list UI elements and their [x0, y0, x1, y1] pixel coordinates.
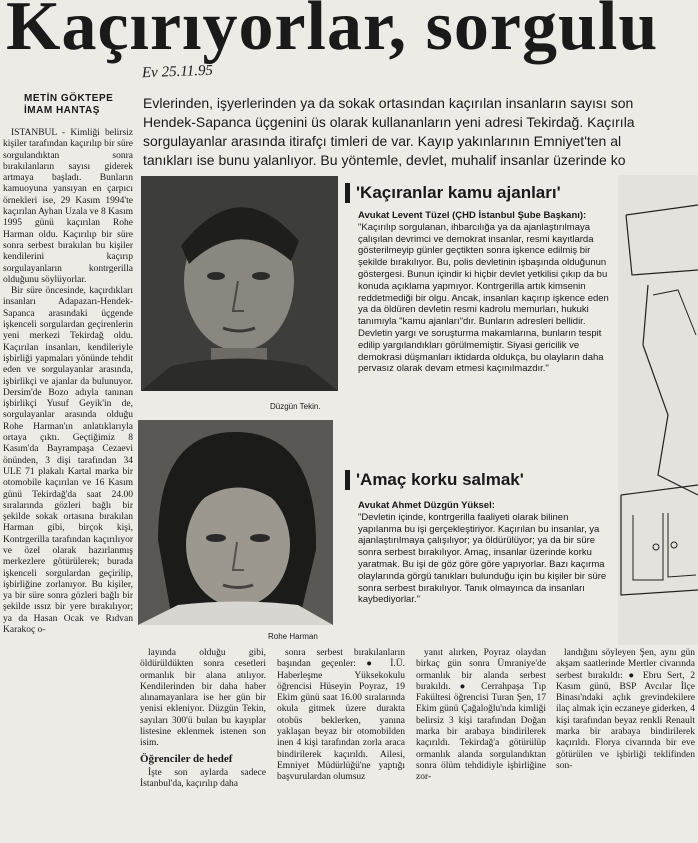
article-paragraph: yanıt alırken, Poyraz olaydan birkaç gün sonra Ümraniye'de ormanlık bir alanda serbest bırakıldı. ● Cerrahpaşa Tıp Fakültesi öğrencisi Turan Şen, 17 Ekim günü Çağaloğlu'nda kimliği belirsiz 3 kişi tarafından Doğan marka bir arabaya bindirilerek kaçırıldı. Tekirdağ'a götürülüp ormanlık alanda sorgulandıktan sonra ölüm tehdidiyle işbirliğine zor-: [416, 648, 546, 783]
left-column-text: [3, 128, 133, 840]
article-paragraph: sonra serbest bırakılanların başından geçenler: ● İ.Ü. Haberleşme Yüksekokulu öğrencisi Hüseyin Poyraz, 19 Ekim günü saat 16.00 sıralarında okula gitmek üzere durakta otobüs beklerken, yanına yaklaşan beyaz bir otomobilden inen 4 kişi tarafından zorla araca bindirilerek kaçırıldı. Ailesi, Emniyet Müdürlüğü'ne yaptığı başvurulardan olumsuz: [277, 648, 405, 783]
box-text: "Devletin içinde, kontrgerilla faaliyeti olarak bilinen yapılanma bu işi gerçekleştiriyor. Kaçırılan bu insanlar, ya ajanlaştırılmaya çalışılıyor; ya öldürülüyor; ya da bir süre sonra serbest bırakılıyor. Amaç, insanlar üzerinde korku yaratmak. Bu işi de göz göre göre yapıyorlar. Bazı kaçırma olaylarında görgü tanıkları bulunduğu için bu kişiler bir süre sonra serbest bırakılıyor. Tanık olmayınca da insanları kaybediyorlar.": [358, 511, 607, 606]
lead-paragraph: [143, 94, 698, 170]
article-paragraph: layında olduğu gibi, öldürüldükten sonra cesetleri ormanlık bir alana atılıyor. Kendilerinden bir daha haber alınamayanlara ise her gün bir yenisi ekleniyor. Düzgün Tekin, sayıları 300'ü bulan bu kayıplar listesine eklenmek istenen son isim.: [140, 648, 266, 749]
portrait-photo-rohe-harman: [138, 420, 333, 625]
box-title: 'Amaç korku salmak': [345, 470, 524, 490]
bottom-column-2: [277, 648, 405, 843]
author-name: İMAM HANTAŞ: [24, 105, 100, 116]
box-title: 'Kaçıranlar kamu ajanları': [345, 183, 561, 203]
lead-line: Hendek-Sapanca üçgenini üs olarak kullananların yeni adresi Tekirdağ. Kaçırıla: [143, 114, 635, 130]
box-interview-yuksel: [358, 500, 613, 642]
bottom-column-1: [140, 648, 266, 843]
photo-caption: Düzgün Tekin.: [270, 402, 321, 411]
bottom-column-3: [416, 648, 546, 843]
article-paragraph: landığını söyleyen Şen, aynı gün akşam saatlerinde Mertler civarında serbest bırakıldı: ● Ebru Sert, 2 Kasım günü, BSP Avcılar İlçe Binası'ndaki açlık grevindekilere ilaç almak için eczaneye giderken, 4 kişi tarafından beyaz renkli Renault marka bir arabaya bindirilerek kaçırıldı. Florya civarında bir eve götürülen ve işbirliği teklifinden son-: [556, 648, 695, 771]
portrait-photo-duzgun-tekin: [141, 176, 338, 391]
author-name: METİN GÖKTEPE: [24, 93, 114, 104]
article-paragraph: Bir süre öncesinde, kaçırdıkları insanları Adapazarı-Hendek-Sapanca arasındaki üçgende işkenceli sorgulardan geçirenlerin yeni merkezi Tekirdağ oldu. Kaçırılan insanları, kendileriyle işbirliği yapmaları yönünde tehdit eden ve sorgulayanlar arasında, işbirlikçi ve ajanlar da bulunuyor. Dersim'de Bozo adıyla tanınan işbirlikçi Yusuf Geyik'in de, sorgulayanlar arasında olduğu Rohe Harman'ın anlatıklarıyla ortaya çıktı. Geçtiğimiz 8 Kasım'da Bayrampaşa Cezaevi önünden, 3 dişi tarafından 34 ULE 71 plakalı Kartal marka bir otomobile kaçırılan ve 16 Kasım günü Tekirdağ'da saat 24.00 sıralarında gözleri bağlı bir şekilde sokak ortasına bırakılan Harman gibi, birçok kişi, Kontrgerilla tarafından kaçırılıyor ve özel olarak hazırlanmış merkezlere götürülerek; burada işkenceli sorgulardan geçirilip, işbirliğine zorlanıyor. Bu kişiler, ya bir süre sonra gözleri bağlı bir şekilde ıssız bir yere bırakılıyor; ya da Hasan Ocak ve Rıdvan Karakoç o-: [3, 286, 133, 636]
box-interview-tuzel: [358, 210, 613, 446]
subheading: Öğrenciler de hedef: [140, 752, 233, 765]
article-paragraph: İSTANBUL - Kimliği belirsiz kişiler tarafından kaçırılıp bir süre sorgulandıktan sonra bırakılanların sayısı giderek artmaya başladı. Bunların kamuoyuna yansıyan en çarpıcı örnekleri ise, 29 Kasım 1994'te kaçırılan Ayhan Uzala ve 8 Kasım 1995 günü kaçırılan Rohe Harman oldu. Kaçırılıp bir süre sonra serbest bırakılan bu kişiler kendilerini kaçırıp sorgulayanların kontrgerilla olduğunu söylüyorlar.: [3, 128, 133, 285]
lead-line: sorgulayanlar arasında itirafçı timleri de var. Kayıp yakınlarının Emniyet'ten al: [143, 133, 622, 149]
bottom-column-4: [556, 648, 695, 843]
lead-line: tanıkları ise bunu yalanlıyor. Bu yöntemle, devlet, muhalif insanlar üzerinde ko: [143, 152, 626, 168]
headline: Kaçırıyorlar, sorgulu: [6, 0, 659, 65]
box-text: "Kaçırılıp sorgulanan, ihbarcılığa ya da ajanlaştırılmaya çalışılan devrimci ve demokrat insanlar, resmi kayıtlarda gösterilmeyip günler geçtikten sonra işkence edilmiş bir şekilde bırakılıyor. Bu, polis devletinin işbaşında olduğunun göstergesi. Bunun içindir ki hiçbir devlet yetkilisi çıkıp da bu konuda açıklama yapmıyor. Kontrgerilla artık kimsenin reddetmediği bir olgu. Ancak, insanları kaçırıp işkence eden ya da öldüren devletin resmi kadrolu memurları, hukuki tanımıyla "kamu ajanları"dır. Bunların adresleri bellidir. Devletin yargı ve soruşturma makamlarına, bunların tespit edilip yargılandıkları görülmemiştir. Siyasi gericilik ve demokrasi düşmanları iktidarda oldukça, bu olayların daha pervasız olarak devam etmesi kaçınılmazdır.": [358, 221, 609, 375]
lead-line: Evlerinden, işyerlerinden ya da sokak ortasından kaçırılan insanların sayısı son: [143, 95, 634, 111]
box-byline: Avukat Levent Tüzel (ÇHD İstanbul Şube Başkanı):: [358, 210, 587, 221]
box-byline: Avukat Ahmet Düzgün Yüksel:: [358, 500, 495, 511]
illustration-sketch: [618, 175, 698, 645]
byline: [24, 93, 113, 117]
article-paragraph: İşte son aylarda sadece İstanbul'da, kaçırılıp daha: [140, 767, 266, 790]
photo-caption: Rohe Harman: [268, 632, 318, 641]
handwritten-date-note: Ev 25.11.95: [141, 62, 214, 82]
